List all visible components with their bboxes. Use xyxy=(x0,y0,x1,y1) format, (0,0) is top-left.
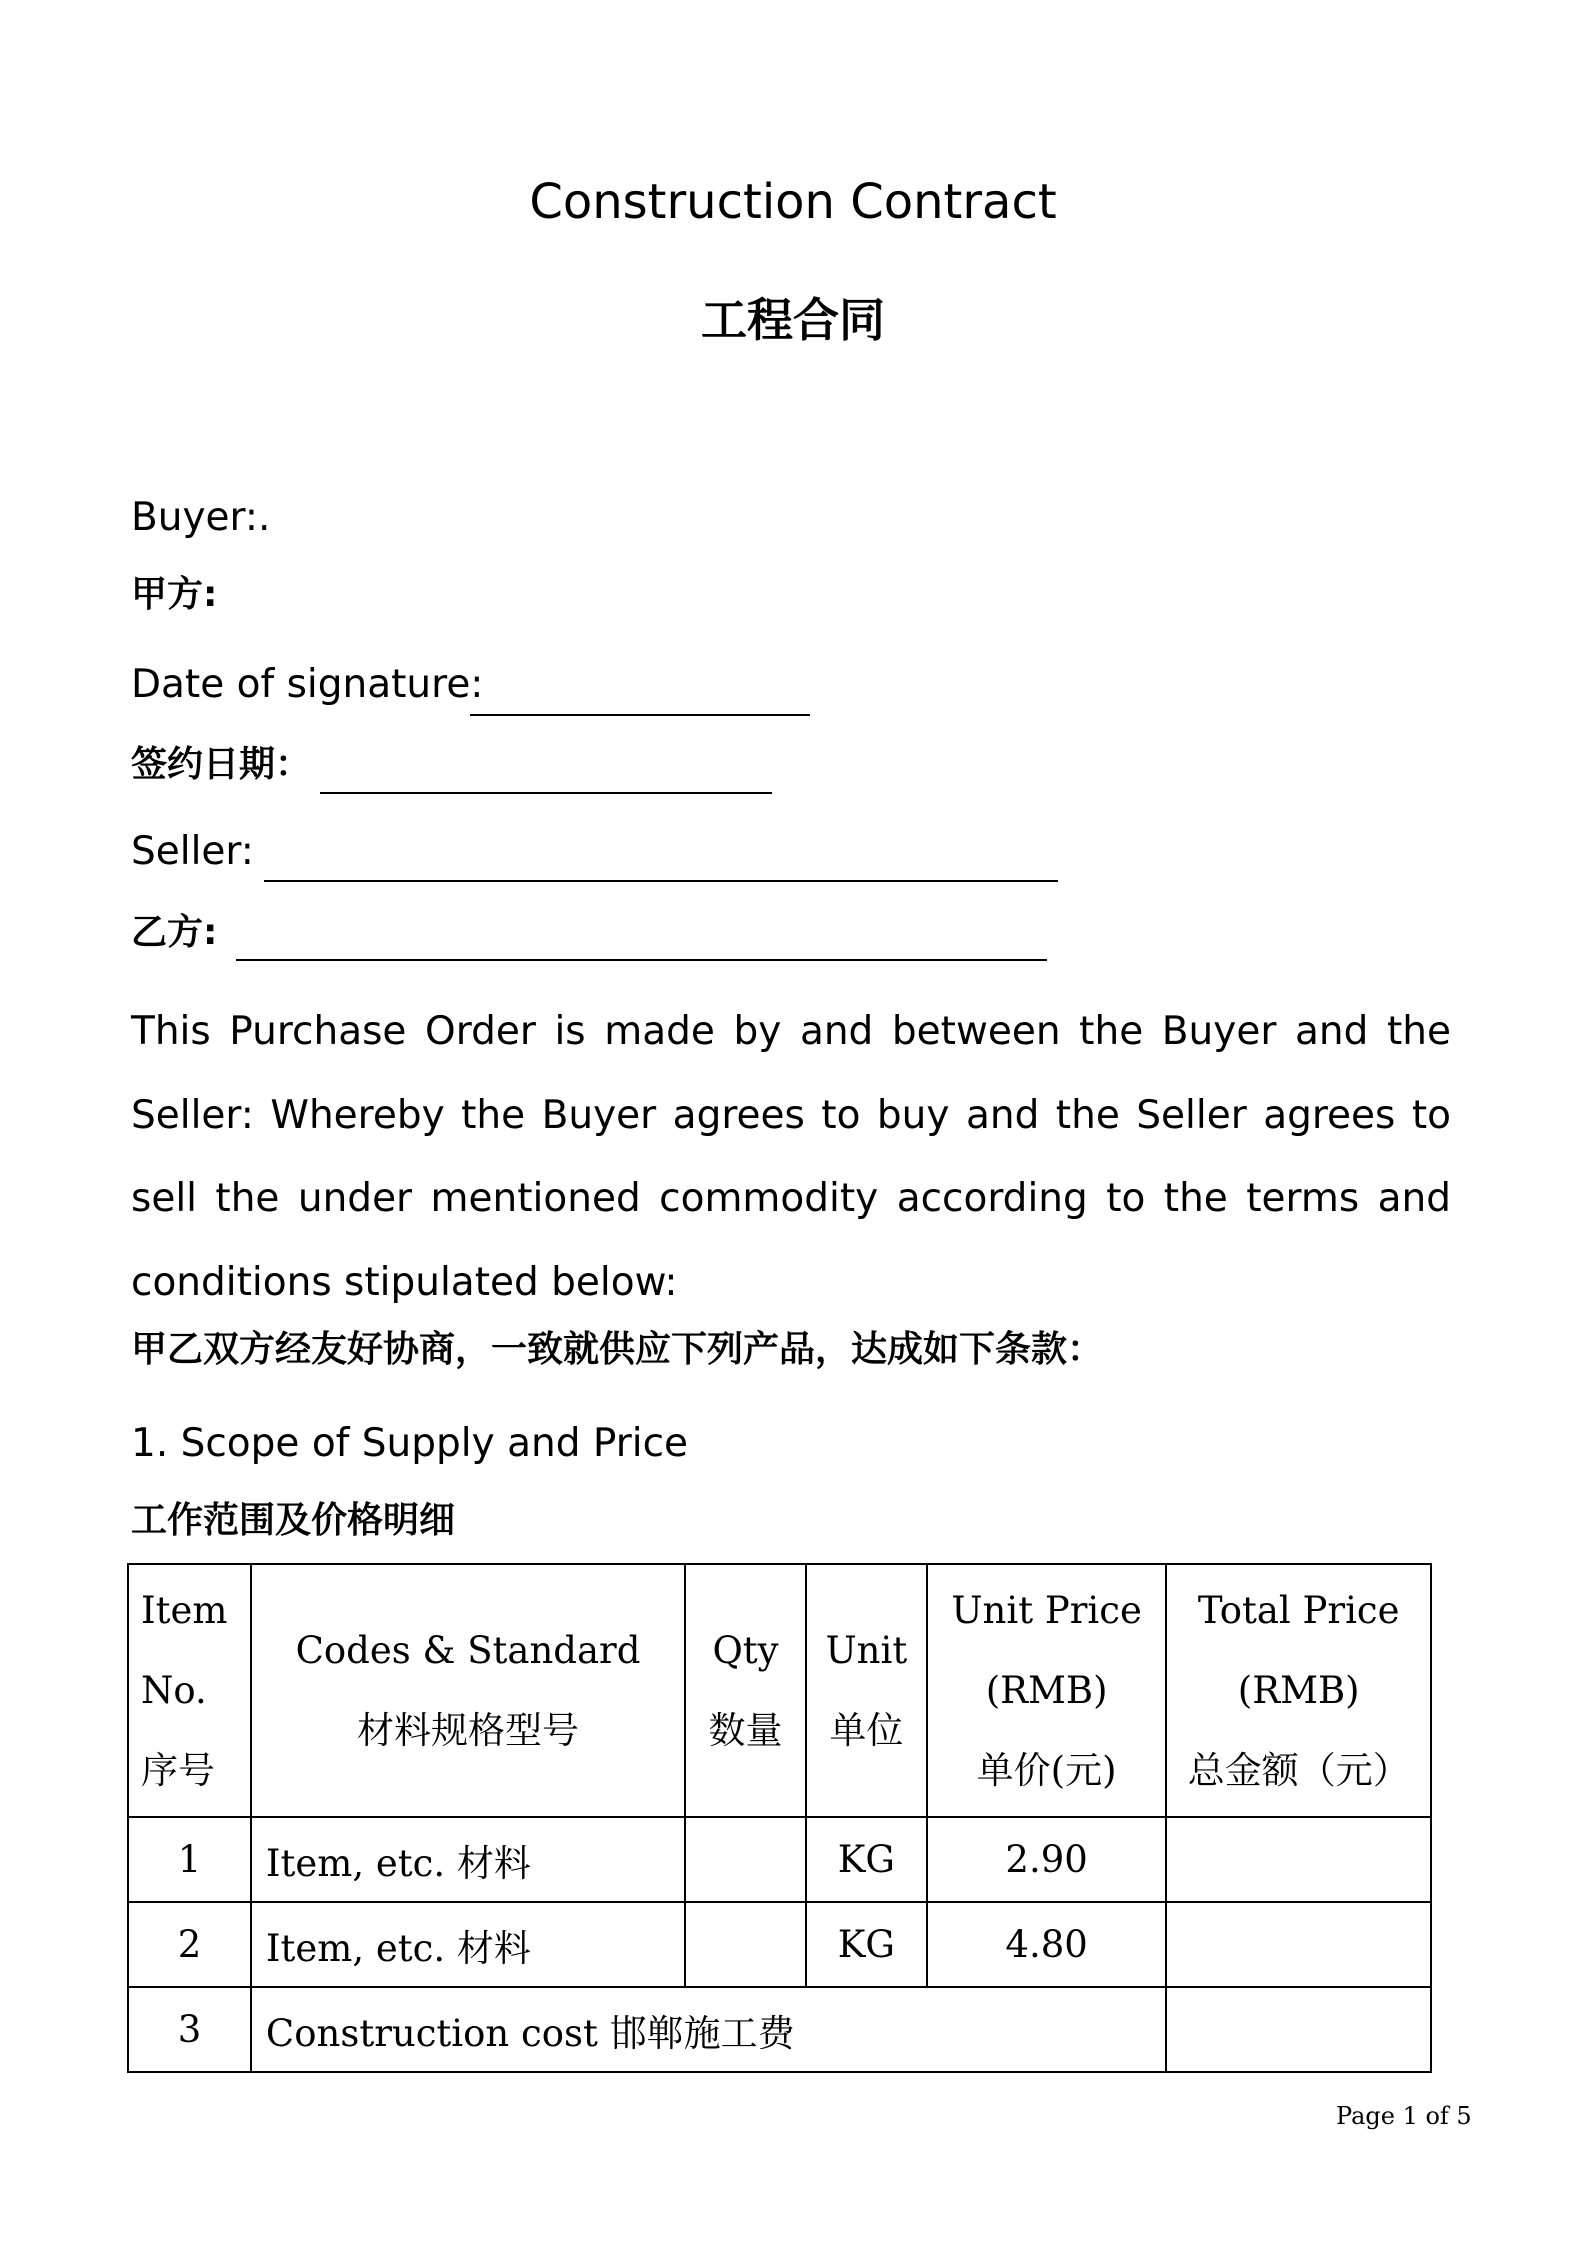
header-qty: Qty 数量 xyxy=(685,1564,806,1817)
section-heading-chinese: 工作范围及价格明细 xyxy=(131,1500,456,1541)
table-row xyxy=(128,1817,1431,1902)
row-item-no: 1 xyxy=(128,1817,251,1902)
row-description: Item, etc. 材料 xyxy=(251,1902,685,1987)
date-of-signature-blank-chinese xyxy=(320,792,772,794)
row-unit: KG xyxy=(806,1817,927,1902)
seller-label: Seller: xyxy=(131,829,254,874)
header-unit-price: Unit Price (RMB) 单价(元) xyxy=(927,1564,1167,1817)
date-of-signature-blank xyxy=(470,714,810,716)
section-heading: 1. Scope of Supply and Price xyxy=(131,1421,689,1466)
buyer-label: Buyer:. xyxy=(131,495,271,540)
page-number: Page 1 of 5 xyxy=(1336,2102,1472,2130)
preamble-paragraph-chinese: 甲乙双方经友好协商，一致就供应下列产品，达成如下条款： xyxy=(131,1329,1104,1370)
row-unit: KG xyxy=(806,1902,927,1987)
table-row xyxy=(128,1902,1431,1987)
row-total-price xyxy=(1166,1902,1431,1987)
header-item-no: Item No. 序号 xyxy=(128,1564,251,1817)
preamble-paragraph: This Purchase Order is made by and between the Buyer and the Seller: Whereby the Buyer agrees to buy and the Seller agrees to sell the under mentioned commodity according to the terms and conditions stipulated below: xyxy=(131,1009,1451,1305)
row-unit-price: 2.90 xyxy=(927,1817,1167,1902)
header-codes-standard: Codes & Standard 材料规格型号 xyxy=(251,1564,685,1817)
row-total-price xyxy=(1166,1817,1431,1902)
seller-blank xyxy=(264,880,1058,882)
seller-blank-chinese xyxy=(236,959,1047,961)
row-total-price xyxy=(1166,1987,1431,2072)
date-of-signature-label: Date of signature: xyxy=(131,662,484,707)
scope-price-table xyxy=(127,1563,1432,2073)
row-item-no: 2 xyxy=(128,1902,251,1987)
header-total-price: Total Price (RMB) 总金额（元） xyxy=(1166,1564,1431,1817)
header-unit: Unit 单位 xyxy=(806,1564,927,1817)
document-title: Construction Contract xyxy=(529,174,1057,230)
document-title-chinese: 工程合同 xyxy=(701,293,885,347)
row-unit-price: 4.80 xyxy=(927,1902,1167,1987)
date-of-signature-label-chinese: 签约日期： xyxy=(131,744,312,785)
row-description: Construction cost 邯郸施工费 xyxy=(251,1987,1167,2072)
row-qty xyxy=(685,1817,806,1902)
row-item-no: 3 xyxy=(128,1987,251,2072)
row-description: Item, etc. 材料 xyxy=(251,1817,685,1902)
table-header-row xyxy=(128,1564,1431,1817)
table-row xyxy=(128,1987,1431,2072)
row-qty xyxy=(685,1902,806,1987)
buyer-label-chinese: 甲方: xyxy=(131,574,218,615)
seller-label-chinese: 乙方: xyxy=(131,912,218,953)
